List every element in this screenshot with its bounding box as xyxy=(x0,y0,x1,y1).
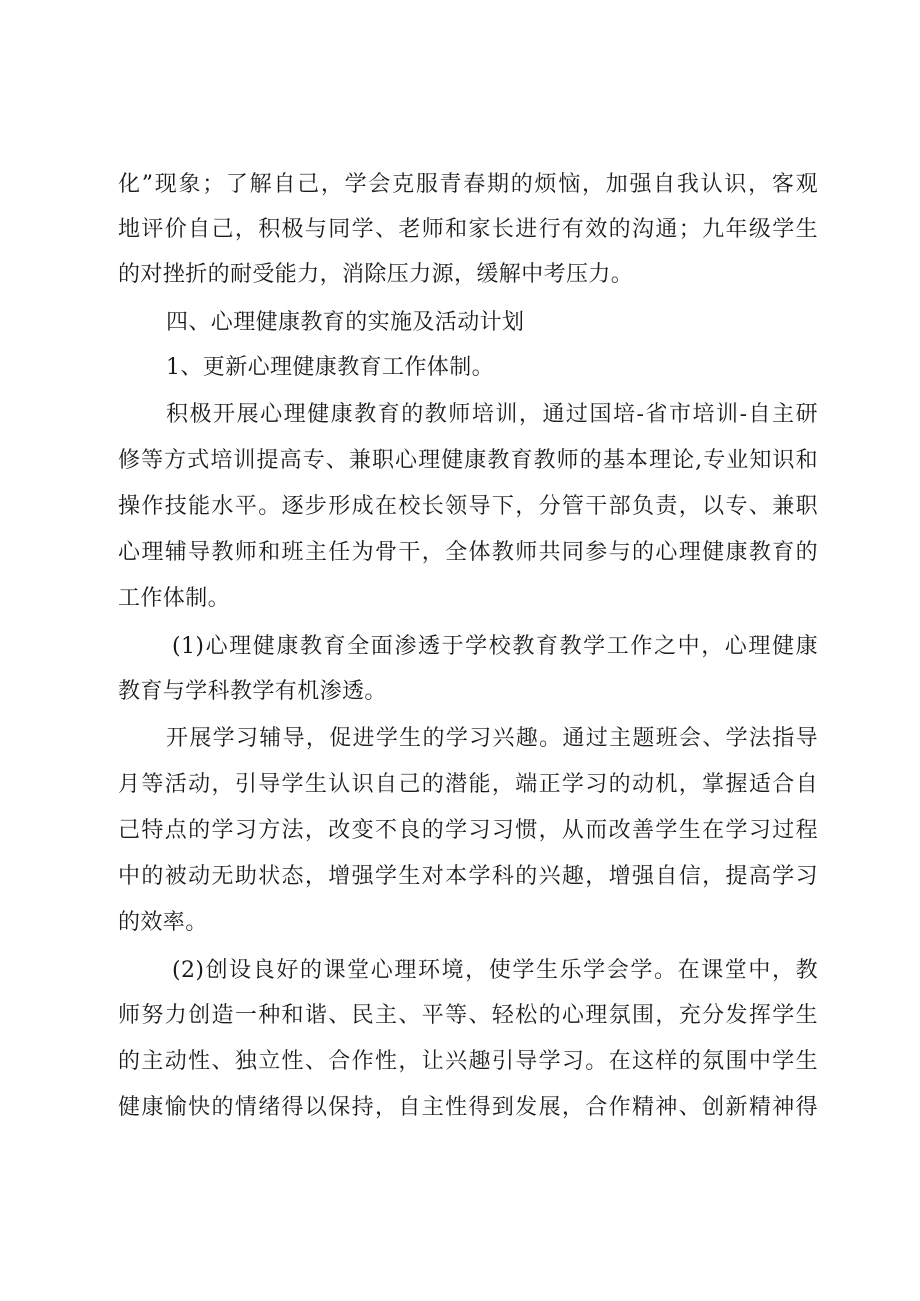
body-line: 月等活动，引导学生认识自己的潜能，端正学习的动机，掌握适合自 xyxy=(118,772,818,797)
paragraph-first-line: 开展学习辅导，促进学生的学习兴趣。通过主题班会、学法指导 xyxy=(166,726,818,751)
body-line: 心理辅导教师和班主任为骨干，全体教师共同参与的心理健康教育的 xyxy=(118,540,818,565)
numbered-item-first-line: (2)创设良好的课堂心理环境，使学生乐学会学。在课堂中，教 xyxy=(172,958,818,983)
body-line: 操作技能水平。逐步形成在校长领导下，分管干部负责，以专、兼职 xyxy=(118,494,818,519)
body-line: 师努力创造一种和谐、民主、平等、轻松的心理氛围，充分发挥学生 xyxy=(118,1003,818,1028)
body-line: 的主动性、独立性、合作性，让兴趣引导学习。在这样的氛围中学生 xyxy=(118,1049,818,1074)
body-line: 修等方式培训提高专、兼职心理健康教育教师的基本理论,专业知识和 xyxy=(118,448,818,473)
body-line: 教育与学科教学有机渗透。 xyxy=(118,679,387,704)
body-line: 工作体制。 xyxy=(118,586,231,611)
body-line: 地评价自己，积极与同学、老师和家长进行有效的沟通；九年级学生 xyxy=(118,217,818,242)
body-line: 健康愉快的情绪得以保持，自主性得到发展，合作精神、创新精神得 xyxy=(118,1095,818,1120)
paragraph-first-line: 积极开展心理健康教育的教师培训，通过国培-省市培训-自主研 xyxy=(166,402,818,427)
body-line: 的对挫折的耐受能力，消除压力源，缓解中考压力。 xyxy=(118,262,634,287)
body-line: 的效率。 xyxy=(118,910,208,935)
numbered-item-first-line: (1)心理健康教育全面渗透于学校教育教学工作之中，心理健康 xyxy=(172,634,818,659)
section-heading: 四、心理健康教育的实施及活动计划 xyxy=(166,310,525,335)
body-line: 中的被动无助状态，增强学生对本学科的兴趣，增强自信，提高学习 xyxy=(118,864,818,889)
body-line: 己特点的学习方法，改变不良的学习习惯，从而改善学生在学习过程 xyxy=(118,818,818,843)
subsection-heading: 1、更新心理健康教育工作体制。 xyxy=(166,355,494,380)
body-line: 化”现象；了解自己，学会克服青春期的烦恼，加强自我认识，客观 xyxy=(118,172,818,197)
